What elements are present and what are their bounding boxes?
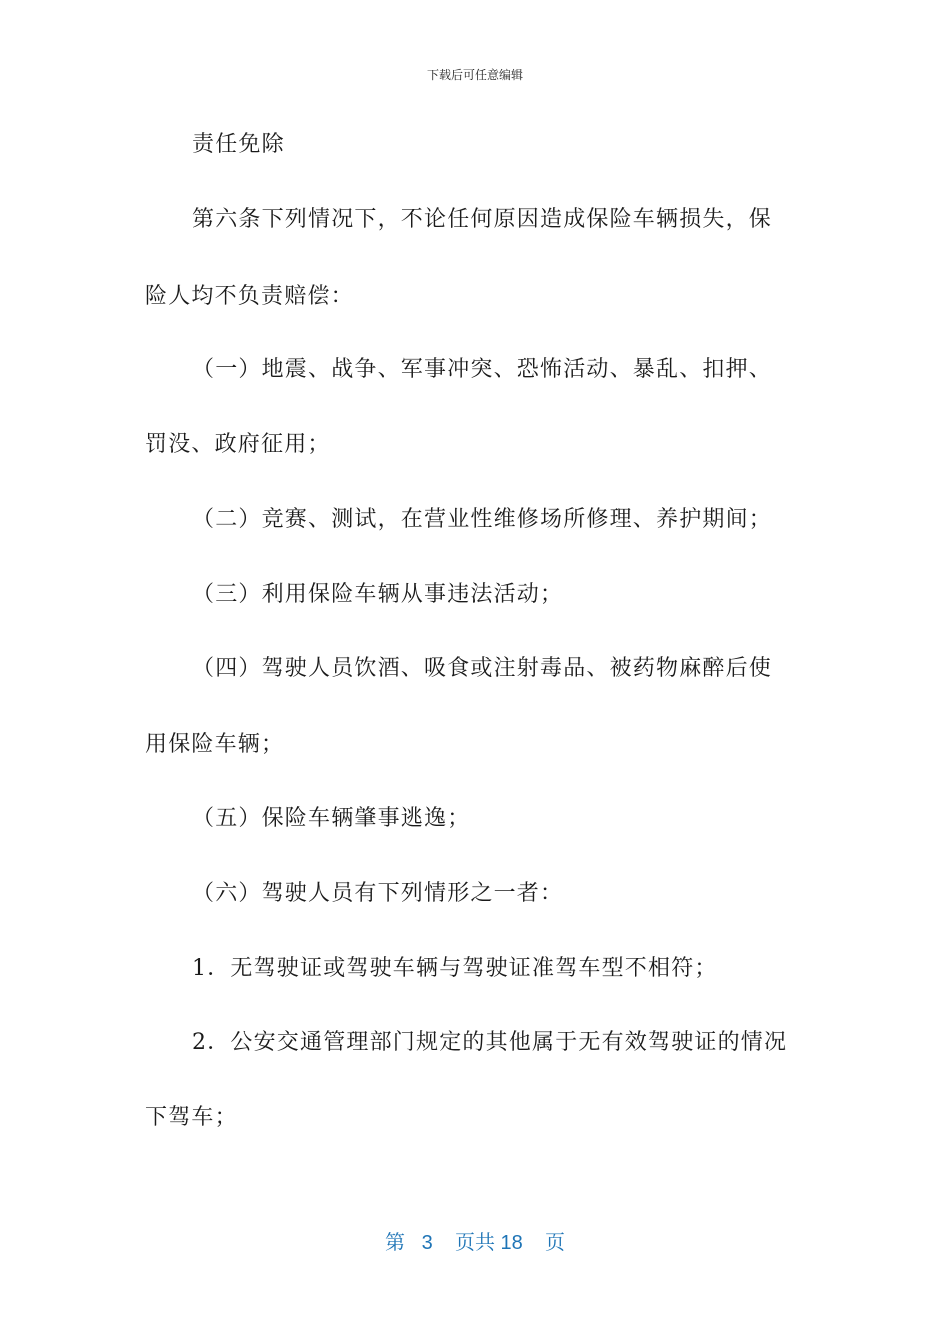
section-heading: 责任免除: [192, 132, 285, 157]
body-paragraph-line: （一）地震、战争、军事冲突、恐怖活动、暴乱、扣押、: [192, 357, 773, 382]
footer-prefix: 第: [384, 1232, 405, 1254]
page-header: 下载后可任意编辑: [426, 68, 523, 82]
footer-suffix: 页: [545, 1232, 566, 1254]
body-paragraph-line: （六）驾驶人员有下列情形之一者：: [192, 881, 564, 906]
body-paragraph-line: （四）驾驶人员饮酒、吸食或注射毒品、被药物麻醉后使: [192, 656, 773, 681]
body-paragraph-line: 下驾车；: [145, 1105, 238, 1130]
body-paragraph-line: 罚没、政府征用；: [145, 432, 331, 457]
total-pages-number: 18: [500, 1232, 523, 1254]
body-paragraph-line: 第六条下列情况下，不论任何原因造成保险车辆损失，保: [192, 207, 773, 232]
body-paragraph-line: （五）保险车辆肇事逃逸；: [192, 806, 471, 831]
body-paragraph-line: 险人均不负责赔偿：: [145, 284, 354, 309]
body-paragraph-line: 1．无驾驶证或驾驶车辆与驾驶证准驾车型不相符；: [192, 956, 718, 981]
current-page-number: 3: [421, 1232, 433, 1254]
body-paragraph-line: （三）利用保险车辆从事违法活动；: [192, 582, 564, 607]
page-footer: [0, 1226, 950, 1255]
footer-mid: 页共: [454, 1232, 495, 1254]
body-paragraph-line: （二）竞赛、测试，在营业性维修场所修理、养护期间；: [192, 507, 773, 532]
body-paragraph-line: 用保险车辆；: [145, 732, 285, 757]
body-paragraph-line: 2．公安交通管理部门规定的其他属于无有效驾驶证的情况: [192, 1030, 788, 1055]
